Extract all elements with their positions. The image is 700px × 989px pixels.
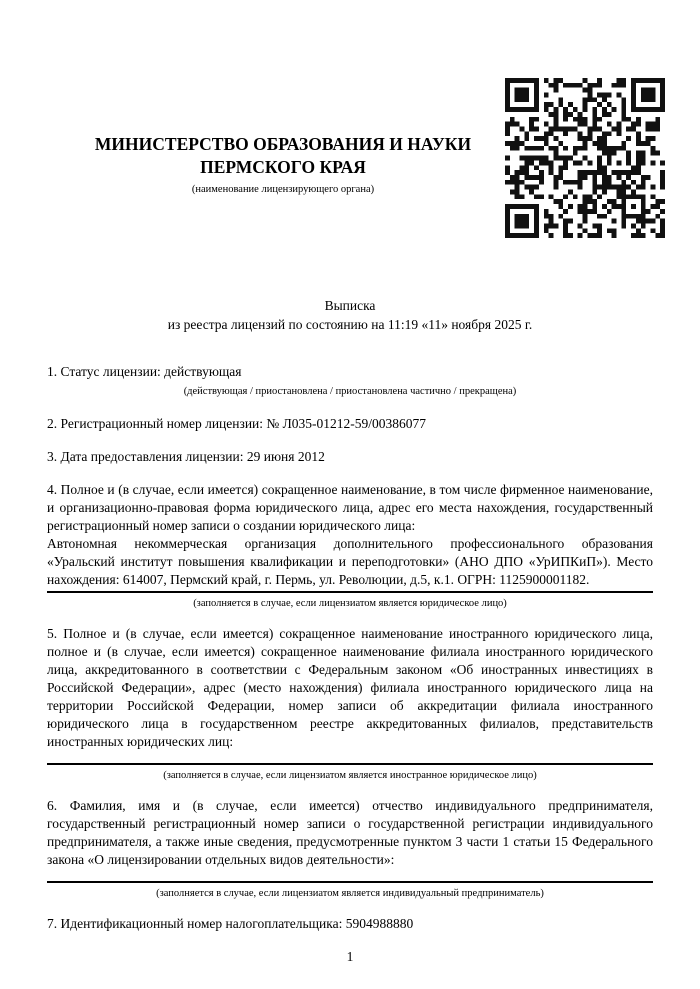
item-5-caption: (заполняется в случае, если лицензиатом является иностранное юридическое лицо) — [163, 770, 537, 781]
document-title-line1: Выписка — [324, 298, 376, 313]
licensing-authority-name-line2: ПЕРМСКОГО КРАЯ — [200, 157, 366, 177]
item-7-text: 7. Идентификационный номер налогоплательщика: 5904988880 — [47, 916, 414, 931]
items-list — [47, 363, 653, 933]
item-6-individual-entrepreneur — [47, 797, 653, 900]
item-5-foreign-entity — [47, 625, 653, 782]
item-1-text: 1. Статус лицензии: действующая — [47, 364, 242, 379]
document-title-line2: из реестра лицензий по состоянию на 11:19 «11» ноября 2025 г. — [167, 317, 533, 332]
item-1-caption: (действующая / приостановлена / приостановлена частично / прекращена) — [183, 386, 517, 397]
qr-code — [505, 78, 665, 238]
item-6-caption: (заполняется в случае, если лицензиатом является индивидуальный предприниматель) — [156, 888, 544, 899]
item-1-license-status — [47, 363, 653, 398]
item-5-blank-space — [47, 751, 653, 761]
page-number: 1 — [346, 949, 354, 964]
item-6-fill-line — [47, 881, 653, 883]
item-7-taxpayer-id — [47, 915, 653, 933]
item-5-fill-line — [47, 763, 653, 765]
item-4-text: 4. Полное и (в случае, если имеется) сокращенное наименование, в том числе фирменное наименование, и организационно-правовая форма юридического лица, адрес его места нахождения, государственный регистрационный номер записи о создании юридического лица: — [47, 482, 653, 533]
licensing-authority-name-line1: МИНИСТЕРСТВО ОБРАЗОВАНИЯ И НАУКИ — [94, 134, 472, 154]
item-3-text: 3. Дата предоставления лицензии: 29 июня 2012 — [47, 449, 325, 464]
item-4-caption: (заполняется в случае, если лицензиатом является юридическое лицо) — [193, 598, 507, 609]
item-2-registration-number — [47, 415, 653, 433]
item-2-text: 2. Регистрационный номер лицензии: № Л035-01212-59/00386077 — [47, 416, 427, 431]
item-5-text: 5. Полное и (в случае, если имеется) сокращенное наименование иностранного юридического лица, полное и (в случае, если имеется) сокращенное наименование филиала иностранного юридического лица, аккредитованного в соответствии с Федеральным законом «Об иностранных инвестициях в Российской Федерации», адрес (место нахождения) филиала иностранного юридического лица на территории Российской Федерации, номер записи об аккредитации филиала иностранного юридического лица в государственном реестре аккредитованных филиалов, представительств иностранных юридических лиц: — [47, 626, 653, 749]
item-4-value: Автономная некоммерческая организация дополнительного профессионального образования «Уральский институт повышения квалификации и переподготовки» (АНО ДПО «УрИПКиП»). Место нахождения: 614007, Пермский край, г. Пермь, ул. Революции, д.5, к.1. ОГРН: 1125900001182. — [47, 536, 653, 587]
item-3-grant-date — [47, 448, 653, 466]
document-title — [47, 296, 653, 334]
item-4-fill-line — [47, 591, 653, 593]
item-6-blank-space — [47, 869, 653, 879]
document-header — [47, 0, 519, 197]
licensing-authority-caption: (наименование лицензирующего органа) — [191, 184, 375, 195]
item-4-legal-entity — [47, 481, 653, 610]
item-6-text: 6. Фамилия, имя и (в случае, если имеется) отчество индивидуального предпринимателя, государственный регистрационный номер записи о государственной регистрации индивидуального предпринимателя, а также иные сведения, предусмотренные пунктом 3 части 1 статьи 15 Федерального закона «О лицензировании отдельных видов деятельности»: — [47, 798, 653, 867]
